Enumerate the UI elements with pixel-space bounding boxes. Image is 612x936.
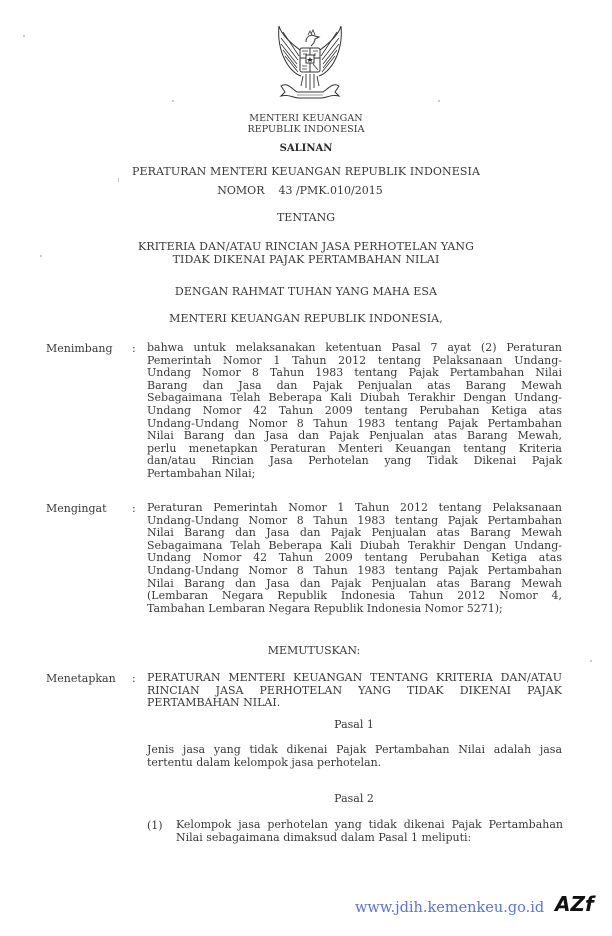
pasal-1-text [147, 744, 562, 769]
scan-speck [590, 660, 592, 662]
text-line: perlu menetapkan Peraturan Menteri Keuangan tentang Kriteria [147, 441, 562, 455]
issuer: MENTERI KEUANGAN REPUBLIK INDONESIA, [169, 312, 443, 325]
menetapkan-text [147, 672, 562, 710]
subject-line2: TIDAK DIKENAI PAJAK PERTAMBAHAN NILAI [172, 253, 440, 266]
about-heading: TENTANG [276, 211, 336, 224]
text-line: Jenis jasa yang tidak dikenai Pajak Pertambahan Nilai adalah jasa [147, 743, 562, 756]
ministry-name-line2: REPUBLIK INDONESIA [247, 124, 365, 135]
pasal-1-heading: Pasal 1 [334, 718, 374, 731]
text-line: Undang Nomor 42 Tahun 2009 tentang Perubahan Ketiga atas [147, 403, 562, 417]
text-line: Undang-Undang Nomor 8 Tahun 1983 tentang Pajak Pertambahan [147, 563, 562, 577]
decision-heading: MEMUTUSKAN: [267, 644, 361, 657]
pasal-2-heading: Pasal 2 [334, 792, 374, 805]
text-line: PERATURAN MENTERI KEUANGAN TENTANG KRITERIA DAN/ATAU [147, 671, 562, 684]
text-line: Tambahan Lembaran Negara Republik Indonesia Nomor 5271); [147, 601, 503, 615]
menetapkan-colon: : [132, 672, 136, 685]
menimbang-text [147, 342, 562, 481]
text-line: Nilai Barang dan Jasa dan Pajak Penjualan atas Barang Mewah [147, 576, 562, 590]
text-line: Kelompok jasa perhotelan yang tidak dikenai Pajak Pertambahan [176, 818, 563, 831]
menetapkan-label: Menetapkan [46, 672, 116, 685]
text-line: Pemerintah Nomor 1 Tahun 2012 tentang Pelaksanaan Undang- [147, 353, 562, 367]
text-line: tertentu dalam kelompok jasa perhotelan. [147, 755, 382, 769]
item-number: (1) [147, 819, 163, 832]
text-line: Undang-Undang Nomor 8 Tahun 1983 tentang Pajak Pertambahan [147, 513, 562, 527]
text-line: RINCIAN JASA PERHOTELAN YANG TIDAK DIKENAI PAJAK [147, 683, 562, 697]
regulation-title: PERATURAN MENTERI KEUANGAN REPUBLIK INDONESIA [131, 165, 481, 178]
jdih-website-link[interactable]: www.jdih.kemenkeu.go.id [355, 900, 545, 916]
text-line: PERTAMBAHAN NILAI. [147, 696, 281, 710]
scan-speck [118, 178, 119, 182]
text-line: Undang-Undang Nomor 8 Tahun 1983 tentang Pajak Pertambahan [147, 416, 562, 430]
text-line: Undang Nomor 8 Tahun 1983 tentang Pajak Pertambahan Nilai [147, 366, 562, 380]
text-line: Nilai Barang dan Jasa dan Pajak Penjualan atas Barang Mewah [147, 526, 562, 540]
ministry-name-line1: MENTERI KEUANGAN [249, 113, 363, 124]
text-line: Sebagaimana Telah Beberapa Kali Diubah Terakhir Dengan Undang- [147, 391, 562, 405]
text-line: Sebagaimana Telah Beberapa Kali Diubah Terakhir Dengan Undang- [147, 538, 562, 552]
menimbang-label: Menimbang [46, 342, 113, 355]
subject-line1: KRITERIA DAN/ATAU RINCIAN JASA PERHOTELAN YANG [138, 240, 474, 253]
mengingat-text [147, 502, 562, 615]
garuda-emblem-icon [273, 22, 347, 104]
text-line: (Lembaran Negara Republik Indonesia Tahun 2012 Nomor 4, [147, 589, 562, 603]
text-line: Nilai Barang dan Jasa dan Pajak Penjualan atas Barang Mewah, [147, 429, 562, 443]
handwritten-initials: AZf [555, 892, 594, 916]
scan-speck [172, 100, 174, 102]
mengingat-colon: : [132, 502, 136, 515]
text-line: Peraturan Pemerintah Nomor 1 Tahun 2012 tentang Pelaksanaan [147, 501, 562, 514]
invocation: DENGAN RAHMAT TUHAN YANG MAHA ESA [174, 285, 438, 298]
mengingat-label: Mengingat [46, 502, 107, 515]
text-line: Pertambahan Nilai; [147, 466, 256, 480]
text-line: bahwa untuk melaksanakan ketentuan Pasal 7 ayat (2) Peraturan [147, 341, 562, 354]
scan-speck [23, 35, 25, 37]
menimbang-colon: : [132, 342, 136, 355]
pasal-2-item-1-text [176, 819, 563, 844]
copy-mark: SALINAN [279, 143, 333, 154]
text-line: Barang dan Jasa dan Pajak Penjualan atas Barang Mewah [147, 378, 562, 392]
scan-speck [438, 100, 440, 102]
text-line: Nilai sebagaimana dimaksud dalam Pasal 1 meliputi: [176, 830, 472, 844]
scan-speck [40, 255, 42, 257]
text-line: Undang Nomor 42 Tahun 2009 tentang Perubahan Ketiga atas [147, 551, 562, 565]
regulation-number: NOMOR 43 /PMK.010/2015 [217, 184, 383, 197]
text-line: dan/atau Rincian Jasa Perhotelan yang Tidak Dikenai Pajak [147, 454, 562, 468]
